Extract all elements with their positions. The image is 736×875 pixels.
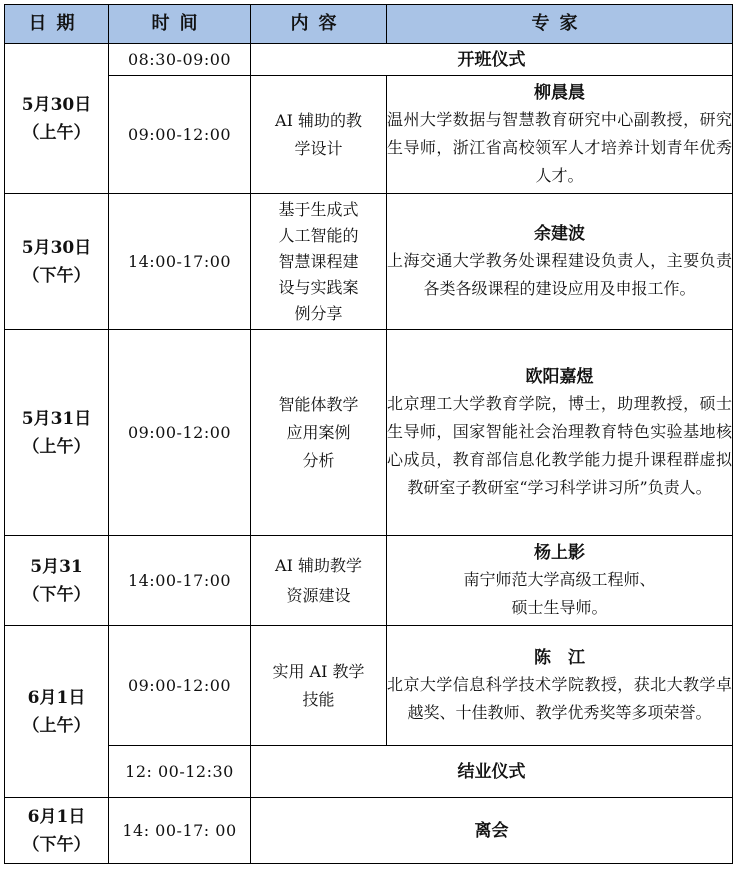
content-line: 实用 AI 教学 [272,661,365,681]
expert-bio: 上海交通大学教务处课程建设负责人，主要负责各类各级课程的建设应用及申报工作。 [387,250,732,298]
content-line: 人工智能的 [278,225,359,245]
content-line: 资源建设 [286,585,351,605]
expert-cell [387,536,733,626]
bio-line: 硕士生导师。 [511,597,608,617]
expert-bio: 温州大学数据与智慧教育研究中心副教授，研究生导师，浙江省高校领军人才培养计划青年优秀人才。 [387,109,732,185]
expert-name: 欧阳嘉煜 [525,366,594,387]
date-label: 6月1日 [27,687,86,708]
content-cell [251,330,387,536]
date-label: 5月30日 [21,237,92,258]
content-line: AI 辅助教学 [275,555,362,575]
expert-name: 陈 江 [534,647,585,668]
period-label: （上午） [22,122,91,143]
date-cell [5,536,109,626]
date-cell [5,626,109,798]
table-row [5,76,733,194]
table-row [5,44,733,76]
date-cell [5,798,109,864]
header-content: 内容 [251,5,387,44]
date-label: 5月31日 [21,408,92,429]
content-line: 分析 [302,450,335,470]
content-line: 基于生成式 [278,199,359,219]
date-label: 6月1日 [27,806,86,827]
date-label: 5月31 [30,556,83,577]
expert-name: 柳晨晨 [534,82,585,103]
content-line: 智能体教学 [278,394,359,414]
time-cell: 14:00-17:00 [109,536,251,626]
date-cell [5,44,109,194]
content-line: 智慧课程建 [278,251,359,271]
date-cell [5,194,109,330]
closing-ceremony: 结业仪式 [251,746,733,798]
header-expert: 专家 [387,5,733,44]
time-cell: 09:00-12:00 [109,626,251,746]
header-row [5,5,733,44]
header-date: 日期 [5,5,109,44]
table-row [5,746,733,798]
expert-bio: 北京大学信息科学技术学院教授，获北大教学卓越奖、十佳教师、教学优秀奖等多项荣誉。 [387,674,732,722]
opening-ceremony: 开班仪式 [251,44,733,76]
date-label: 5月30日 [21,94,92,115]
content-line: 技能 [302,689,335,709]
time-cell: 14:00-17:00 [109,194,251,330]
time-cell: 09:00-12:00 [109,330,251,536]
table-row [5,536,733,626]
schedule-table [4,4,733,864]
time-cell: 14: 00-17: 00 [109,798,251,864]
expert-cell [387,76,733,194]
expert-bio: 北京理工大学教育学院，博士，助理教授，硕士生导师，国家智能社会治理教育特色实验基地核心成员，教育部信息化教学能力提升课程群虚拟教研室子教研室“学习科学讲习所”负责人。 [387,393,732,497]
content-line: 应用案例 [286,422,351,442]
content-line: 学设计 [294,138,343,158]
time-cell: 08:30-09:00 [109,44,251,76]
content-line: AI 辅助的教 [275,110,362,130]
expert-name: 余建波 [534,223,585,244]
expert-cell [387,194,733,330]
table-row [5,330,733,536]
content-line: 例分享 [294,303,343,323]
table-row [5,626,733,746]
expert-bio [387,566,732,622]
time-cell: 09:00-12:00 [109,76,251,194]
table-row [5,798,733,864]
period-label: （上午） [22,436,91,457]
period-label: （上午） [22,715,91,736]
period-label: （下午） [22,834,91,855]
expert-cell [387,626,733,746]
content-cell [251,76,387,194]
table-row [5,194,733,330]
expert-cell [387,330,733,536]
date-cell [5,330,109,536]
header-time: 时间 [109,5,251,44]
expert-name: 杨上影 [534,542,585,563]
period-label: （下午） [22,265,91,286]
period-label: （下午） [22,584,91,605]
content-cell [251,194,387,330]
time-cell: 12: 00-12:30 [109,746,251,798]
content-cell [251,626,387,746]
bio-line: 南宁师范大学高级工程师、 [463,569,656,589]
departure: 离会 [251,798,733,864]
content-cell [251,536,387,626]
content-line: 设与实践案 [278,277,359,297]
